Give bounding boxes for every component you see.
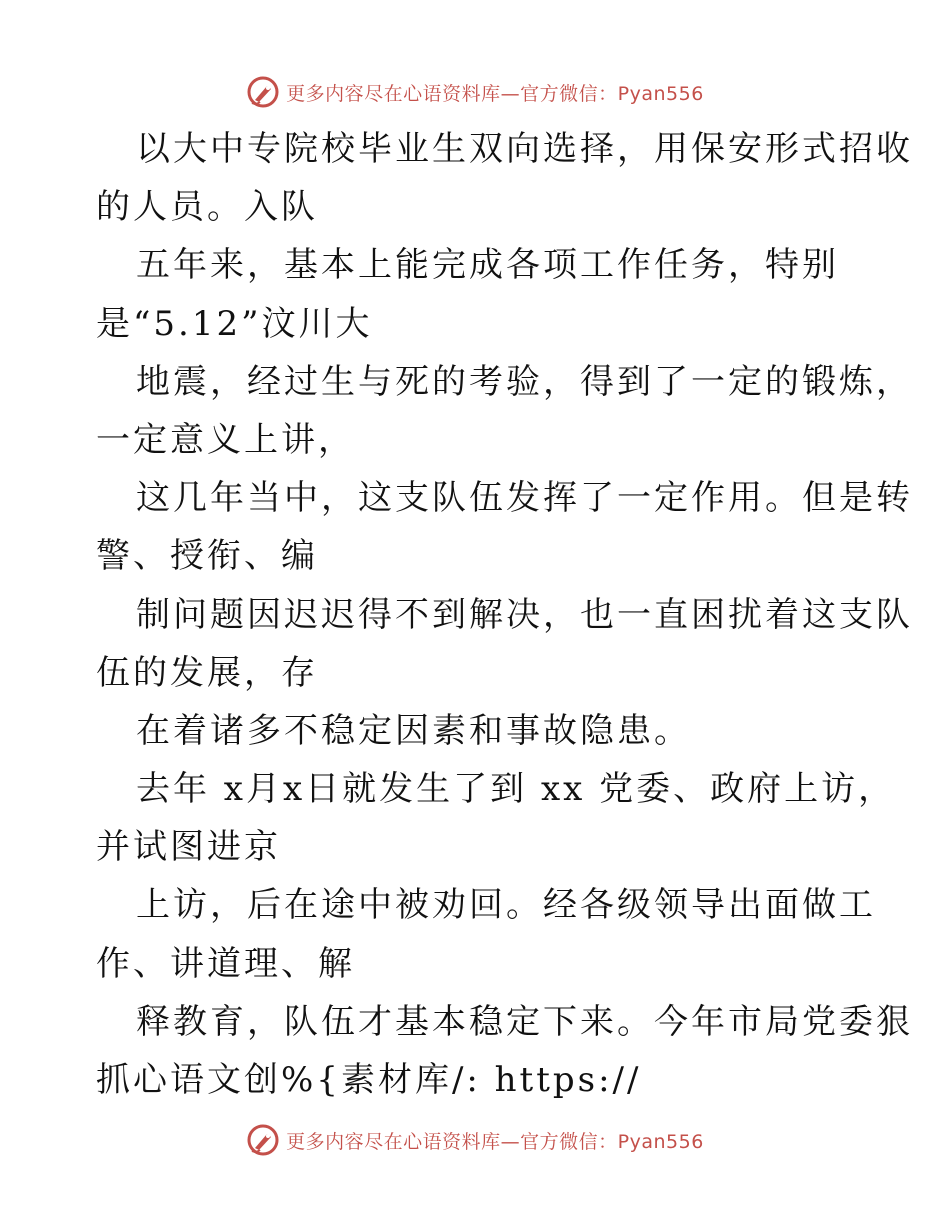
footer-watermark-text: 更多内容尽在心语资料库—官方微信：Pyan556 <box>286 1130 704 1153</box>
text-line: 一定意义上讲， <box>96 419 355 460</box>
text-line: 释教育，队伍才基本稳定下来。今年市局党委狠 <box>136 1001 913 1042</box>
text-line: 这几年当中，这支队伍发挥了一定作用。但是转 <box>136 478 913 519</box>
text-line: 去年 x月x日就发生了到 xx 党委、政府上访， <box>136 769 896 810</box>
text-line: 抓心语文创%{素材库/: https:// <box>96 1060 642 1100</box>
text-line: 以大中专院校毕业生双向选择，用保安形式招收 <box>136 129 913 169</box>
text-line: 地震，经过生与死的考验，得到了一定的锻炼， <box>136 361 913 402</box>
header-watermark-text: 更多内容尽在心语资料库—官方微信：Pyan556 <box>286 82 704 105</box>
text-line: 五年来，基本上能完成各项工作任务，特别 <box>136 245 839 286</box>
text-line: 在着诸多不稳定因素和事故隐患。 <box>136 710 691 751</box>
text-line: 的人员。入队 <box>96 187 318 228</box>
text-line: 伍的发展，存 <box>96 652 318 693</box>
pen-nib-logo-icon <box>246 1123 280 1157</box>
header-watermark-banner <box>0 72 950 112</box>
text-line: 警、授衔、编 <box>96 536 318 577</box>
text-line: 是“5.12”汶川大 <box>96 303 373 344</box>
document-body <box>96 120 913 1109</box>
pen-nib-logo-icon <box>246 75 280 109</box>
text-line: 上访，后在途中被劝回。经各级领导出面做工 <box>136 885 876 926</box>
text-line: 制问题因迟迟得不到解决，也一直困扰着这支队 <box>136 594 913 635</box>
text-line: 并试图进京 <box>96 827 281 868</box>
text-line: 作、讲道理、解 <box>96 943 355 984</box>
footer-watermark-banner <box>0 1120 950 1160</box>
